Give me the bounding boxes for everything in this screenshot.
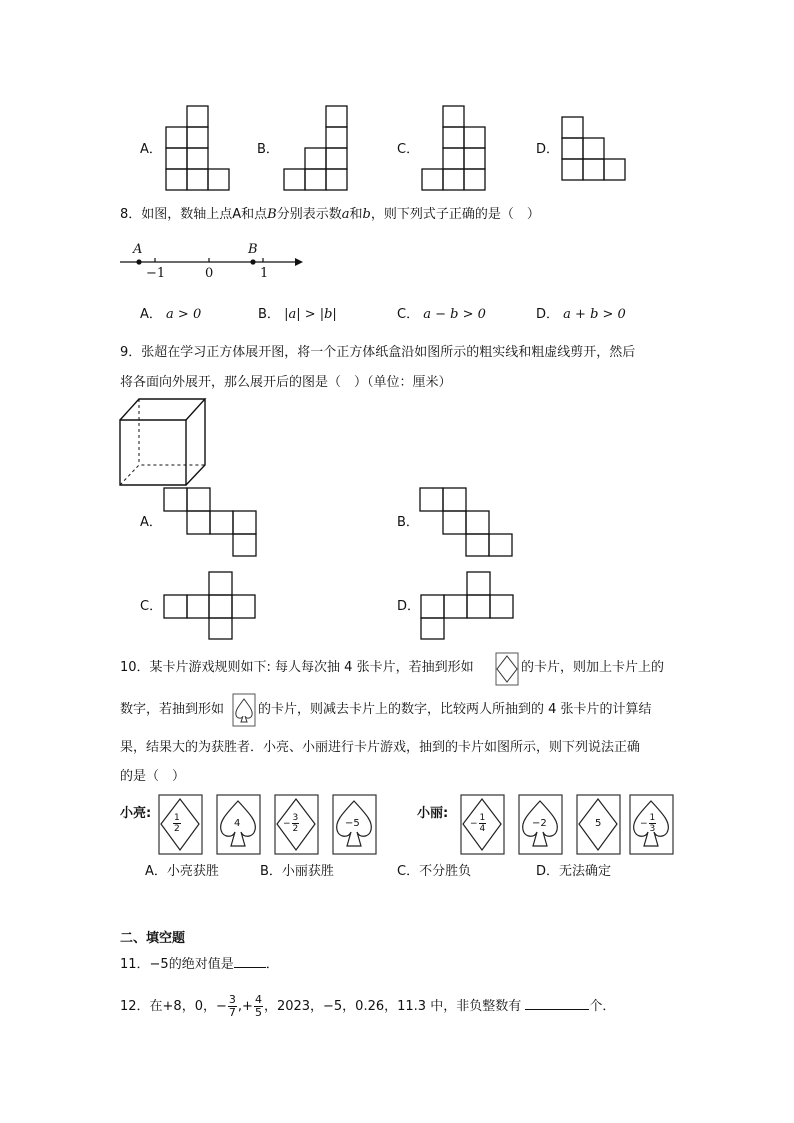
section-title: 二、填空题 (120, 931, 186, 946)
q9-option-c-label: C． (140, 599, 163, 614)
q8-option-d: D． a + b > 0 (536, 307, 626, 322)
q10-stem-line2b: 的卡片，则减去卡片上的数字，比较两人所抽到的 4 张卡片的计算结 (258, 702, 652, 717)
q9-stem-line2: 将各面向外展开，那么展开后的图是（ ）（单位：厘米） (120, 375, 452, 390)
q12: 12．在+8，0，− $\frac{3}{7}$ ,+ $\frac{4}{5}$ ，2023，−5，0.26，11.3 中，非负整数有 个． (120, 993, 616, 1019)
card-li-2-value: −2 (532, 818, 547, 829)
q8-option-b: B． |a| > |b| (258, 307, 337, 322)
q8-option-c: C． a − b > 0 (397, 307, 486, 322)
q7-option-d-label: D． (536, 142, 560, 157)
q7-option-c-label: C． (397, 142, 420, 157)
xiaoli-label: 小丽: (417, 806, 449, 821)
q10-stem-line3: 果，结果大的为获胜者．小亮、小丽进行卡片游戏，抽到的卡片如图所示，则下列说法正确 (120, 740, 641, 755)
xiaoliang-label: 小亮: (120, 806, 152, 821)
card-li-1-value: − $\frac{1}{4}$ (470, 813, 486, 834)
q9-option-b-label: B． (397, 515, 419, 530)
tick-label-1: 1 (260, 266, 269, 281)
q9-option-a-label: A． (140, 515, 162, 530)
q10-option-a: A．小亮获胜 (145, 864, 219, 879)
card-liang-1-value: $\frac{1}{2}$ (174, 813, 180, 834)
tick-label-neg1: −1 (146, 266, 166, 281)
card-li-4-value: − $\frac{1}{3}$ (640, 813, 656, 834)
q10-option-d: D．无法确定 (536, 864, 612, 879)
q10-option-b: B．小丽获胜 (260, 864, 334, 879)
card-liang-4-value: −5 (345, 818, 360, 829)
point-b-label: B (248, 242, 258, 257)
q9-stem-line1: 9．张超在学习正方体展开图，将一个正方体纸盒沿如图所示的粗实线和粗虚线剪开，然后 (120, 345, 636, 360)
q7-option-b-label: B． (257, 142, 279, 157)
card-li-3-value: 5 (595, 818, 602, 829)
q10-stem-line1a: 10．某卡片游戏规则如下: 每人每次抽 4 张卡片，若抽到形如 (120, 660, 474, 675)
q11: 11．−5的绝对值是 ． (120, 957, 279, 972)
q10-stem-line1b: 的卡片，则加上卡片上的 (521, 660, 665, 675)
point-a-label: A (133, 242, 143, 257)
q10-stem-line4: 的是（ ） (120, 769, 186, 784)
q10-option-c: C．不分胜负 (397, 864, 472, 879)
q10-stem-line2a: 数字，若抽到形如 (120, 702, 225, 717)
tick-label-0: 0 (205, 266, 214, 281)
card-liang-3-value: − $\frac{3}{2}$ (283, 813, 299, 834)
q9-option-d-label: D． (397, 599, 421, 614)
card-liang-2-value: 4 (234, 818, 241, 829)
q8-stem: 8．如图，数轴上点A和点B分别表示数a和b，则下列式子正确的是（ ） (120, 207, 540, 222)
q8-option-a: A． a > 0 (140, 307, 202, 322)
q7-option-a-label: A． (140, 142, 162, 157)
